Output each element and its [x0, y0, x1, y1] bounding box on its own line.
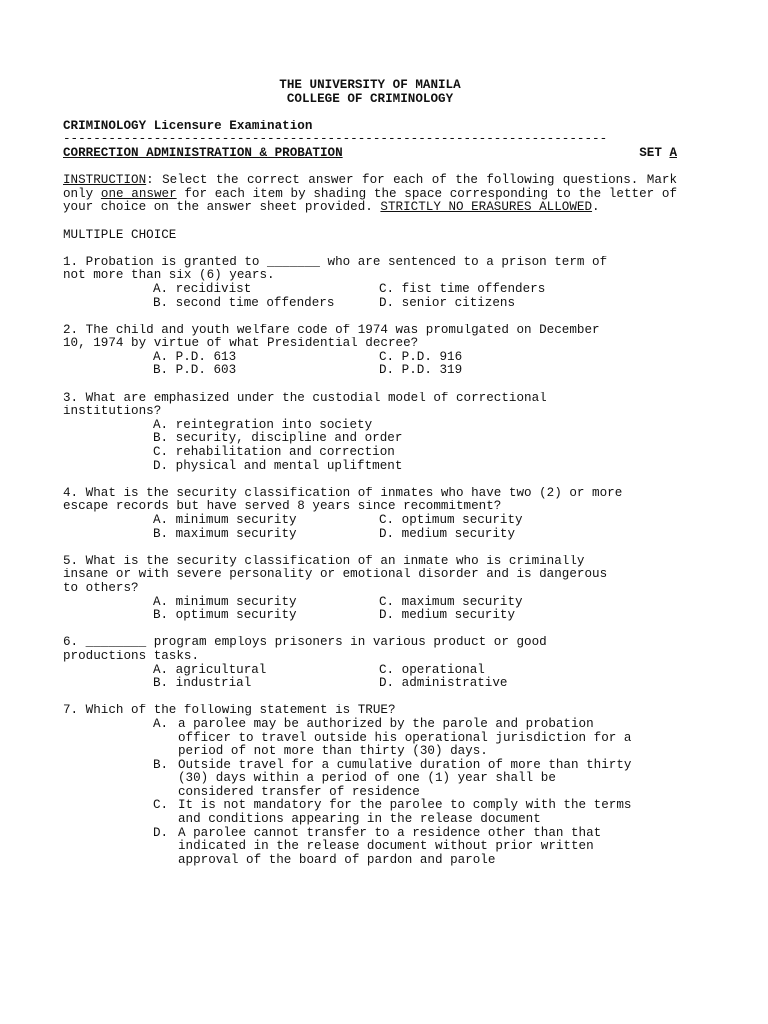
option-b: B. P.D. 603 [153, 363, 237, 378]
option-text: a parolee may be authorized by the parole and probation officer to travel outside his operational jurisdiction for a period of not more than thirty (30) days. [178, 716, 632, 759]
option-d: D. P.D. 319 [379, 363, 463, 378]
question-text-line: productions tasks. [63, 649, 200, 663]
question-2 [63, 324, 677, 378]
set-indicator [639, 147, 677, 161]
set-label: SET [639, 145, 670, 160]
instruction-end: . [592, 200, 600, 215]
question-text-line: 5. What is the security classification of an inmate who is criminally [63, 554, 585, 568]
question-text-line: institutions? [63, 405, 162, 419]
option-b [153, 759, 677, 800]
option-text: It is not mandatory for the parolee to comply with the terms and conditions appearing in the release document [178, 798, 632, 827]
option-d: D. senior citizens [379, 295, 516, 310]
option-a [153, 718, 677, 759]
option-c: C. P.D. 916 [379, 349, 463, 364]
question-text-line: 1. Probation is granted to _______ who are sentenced to a prison term of [63, 255, 608, 269]
options [153, 514, 677, 541]
options [153, 419, 677, 473]
question-text-line: escape records but have served 8 years since recommitment? [63, 500, 502, 514]
option-text: A parolee cannot transfer to a residence other than that indicated in the release document without prior written approval of the board of pardon and parole [178, 825, 602, 867]
question-text-line: insane or with severe personality or emotional disorder and is dangerous [63, 568, 608, 582]
question-text-line: 4. What is the security classification of inmates who have two (2) or more [63, 486, 623, 500]
option-c [153, 799, 677, 826]
question-3 [63, 392, 677, 474]
option-b: B. security, discipline and order [153, 431, 403, 446]
option-c: C. optimum security [379, 513, 523, 527]
college-name: COLLEGE OF CRIMINOLOGY [286, 92, 454, 106]
question-1 [63, 256, 677, 310]
option-text: Outside travel for a cumulative duration of more than thirty (30) days within a period of one (1) year shall be considered transfer of residence [178, 757, 632, 799]
option-a: A. agricultural [153, 662, 267, 677]
exam-title: CRIMINOLOGY Licensure Examination [63, 119, 313, 133]
question-5 [63, 555, 677, 623]
options [153, 351, 677, 378]
option-d: D. administrative [379, 676, 508, 691]
option-a: A. minimum security [153, 594, 297, 609]
option-d: D. physical and mental upliftment [153, 458, 403, 473]
question-4 [63, 487, 677, 541]
section-title: MULTIPLE CHOICE [63, 228, 177, 242]
option-b: B. industrial [153, 676, 252, 691]
option-letter: D. [153, 825, 169, 840]
question-text-line: 6. ________ program employs prisoners in various product or good [63, 636, 547, 650]
instruction-text-2: for each item by shading the space corresponding to the letter of your choice on the answer sheet provided. [63, 186, 678, 215]
no-erasures-text: STRICTLY NO ERASURES ALLOWED [380, 200, 593, 215]
options [153, 664, 677, 691]
option-d [153, 827, 677, 868]
option-d: D. medium security [379, 608, 516, 623]
option-letter: A. [153, 716, 169, 731]
option-c: C. fist time offenders [379, 281, 546, 296]
option-a: A. P.D. 613 [153, 349, 237, 364]
question-6 [63, 636, 677, 690]
option-a: A. recidivist [153, 281, 252, 296]
instruction-paragraph [63, 174, 677, 215]
instruction-label: INSTRUCTION [63, 173, 147, 188]
set-letter: A [669, 145, 677, 160]
option-c: C. maximum security [379, 594, 523, 609]
question-text-line: to others? [63, 581, 139, 595]
university-name: THE UNIVERSITY OF MANILA [279, 79, 461, 92]
option-letter: B. [153, 757, 169, 772]
option-c: C. operational [379, 662, 485, 677]
question-text-line: 3. What are emphasized under the custodial model of correctional [63, 391, 547, 405]
options [153, 596, 677, 623]
question-text-line: 2. The child and youth welfare code of 1974 was promulgated on December [63, 323, 600, 337]
subject-title: CORRECTION ADMINISTRATION & PROBATION [63, 145, 343, 160]
question-text-line: not more than six (6) years. [63, 269, 275, 283]
option-b: B. optimum security [153, 608, 297, 623]
option-letter: C. [153, 798, 169, 813]
option-c: C. rehabilitation and correction [153, 445, 395, 460]
option-a: A. minimum security [153, 513, 297, 527]
exam-page [63, 79, 677, 867]
option-b: B. second time offenders [153, 295, 335, 310]
separator-line: ------------------------------------------------------------------------ [63, 133, 608, 147]
option-d: D. medium security [379, 526, 516, 541]
options [153, 283, 677, 310]
subject-line [63, 147, 677, 161]
question-7 [63, 704, 677, 867]
question-text-line: 10, 1974 by virtue of what Presidential decree? [63, 337, 419, 351]
instruction-text-1: : Select the correct answer for each of the following questions. Mark only [63, 173, 677, 201]
option-b: B. maximum security [153, 526, 297, 541]
question-text-line: 7. Which of the following statement is TRUE? [63, 704, 396, 718]
one-answer-text: one answer [100, 186, 177, 201]
option-a: A. reintegration into society [153, 417, 373, 432]
